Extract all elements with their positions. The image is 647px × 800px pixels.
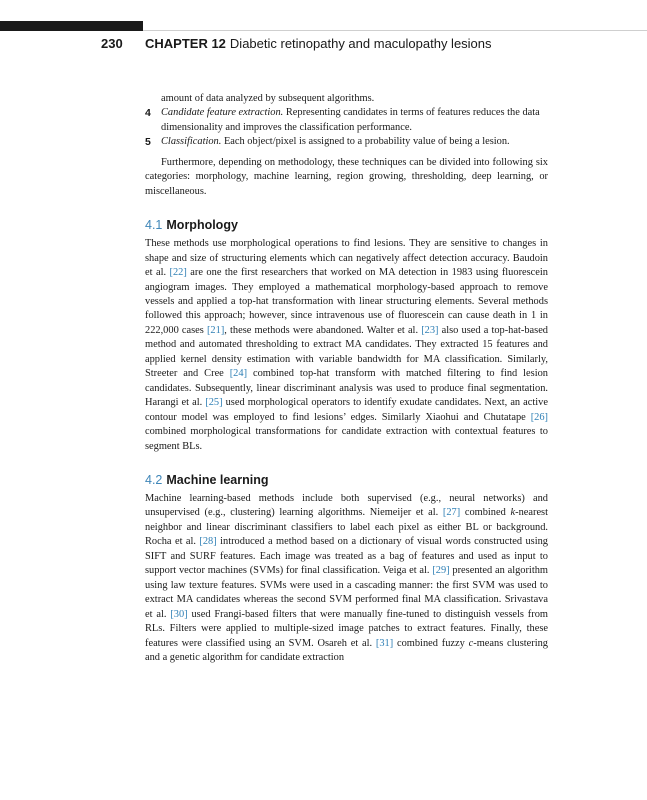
header-rule [143, 30, 647, 31]
section-heading-machine-learning [145, 472, 548, 488]
list-term: Candidate feature extraction. [161, 107, 284, 119]
list-number: 5 [145, 136, 151, 149]
list-text: Each object/pixel is assigned to a probability value of being a lesion. [221, 136, 510, 148]
page-number: 230 [101, 36, 123, 51]
section-title: Machine learning [166, 472, 269, 487]
section-number: 4.2 [145, 472, 163, 487]
list-term: Classification. [161, 136, 222, 148]
citation-link[interactable]: [25] [205, 397, 223, 409]
chapter-label: CHAPTER 12 [145, 36, 226, 51]
machine-learning-paragraph: Machine learning-based methods include both supervised (e.g., neural networks) and unsupervised (e.g., clustering) learning algorithms. Niemeijer et al. [27] combined k-nearest neighbor and linear discriminant classifiers to label each pixel as either BL or background. Rocha et al. [28] introduced a method based on a dictionary of visual words constructed using SIFT and SURF features. Each image was treated as a bag of features and used as input to support vector machines (SVMs) for final classification. Veiga et al. [29] presented an algorithm using law texture features. SVMs were used in a cascading manner: the first SVM was used to extract MA candidates whereas the second SVM performed final MA classification. Srivastava et al. [30] used Frangi-based filters that were manually fine-tuned to distinguish vessels from RLs. Filters were applied to multiple-sized image patches to extract features. Finally, these features were classified using an SVM. Osareh et al. [31] combined fuzzy c-means clustering and a genetic algorithm for candidate extraction [145, 492, 549, 663]
intro-paragraph: Furthermore, depending on methodology, these techniques can be divided into following six categories: morphology, machine learning, region growing, thresholding, deep learning, or miscellaneous. [145, 156, 548, 197]
citation-link[interactable]: [26] [530, 411, 548, 423]
citation-link[interactable]: [29] [432, 565, 450, 577]
citation-link[interactable]: [31] [375, 637, 394, 649]
running-head [101, 35, 492, 53]
section-number: 4.1 [145, 218, 163, 233]
list-item [145, 106, 548, 135]
list-item [145, 135, 548, 149]
list-text: Representing candidates in terms of features reduces the data dimensionality and improves the classification performance. [161, 107, 540, 133]
citation-link[interactable]: [21] [206, 324, 225, 336]
citation-link[interactable]: [27] [442, 507, 461, 519]
citation-link[interactable]: [24] [229, 368, 248, 380]
header-bar [0, 21, 143, 31]
citation-link[interactable]: [23] [421, 324, 439, 336]
section-title: Morphology [166, 218, 238, 233]
citation-link[interactable]: [28] [199, 536, 217, 548]
chapter-title: Diabetic retinopathy and maculopathy lesions [229, 36, 492, 51]
citation-link[interactable]: [22] [169, 267, 187, 279]
list-number: 4 [145, 107, 151, 120]
body-text [145, 92, 548, 665]
continued-list-line: amount of data analyzed by subsequent algorithms. [161, 93, 375, 104]
citation-link[interactable]: [30] [170, 608, 188, 620]
section-heading-morphology [145, 217, 548, 233]
morphology-paragraph: These methods use morphological operations to find lesions. They are sensitive to changes in shape and size of structuring elements which can negatively affect detection accuracy. Baudoin et al. [22] are one the first researchers that worked on MA detection in 1983 using fluorescein angiogram images. They employed a mathematical morphology-based approach to remove vessels and applied a top-hat transformation with linear structuring elements. Several methods followed this approach; however, since intravenous use of fluorescein can cause death in 1 in 222,000 cases [21], these methods were abandoned. Walter et al. [23] also used a top-hat-based method and automated thresholding to extract MA candidates. They extracted 15 features and applied kernel density estimation with variable bandwidth for MA classification. Similarly, Streeter and Cree [24] combined top-hat transform with matched filtering to find lesion candidates. Subsequently, linear discriminant analysis was used to produce final segmentation. Harangi et al. [25] used morphological operators to identify exudate candidates. Next, an active contour model was employed to find lesions’ edges. Similarly Xiaohui and Chutatape [26] combined morphological transformations for candidate extraction with contextual features to segment BLs. [145, 238, 548, 452]
